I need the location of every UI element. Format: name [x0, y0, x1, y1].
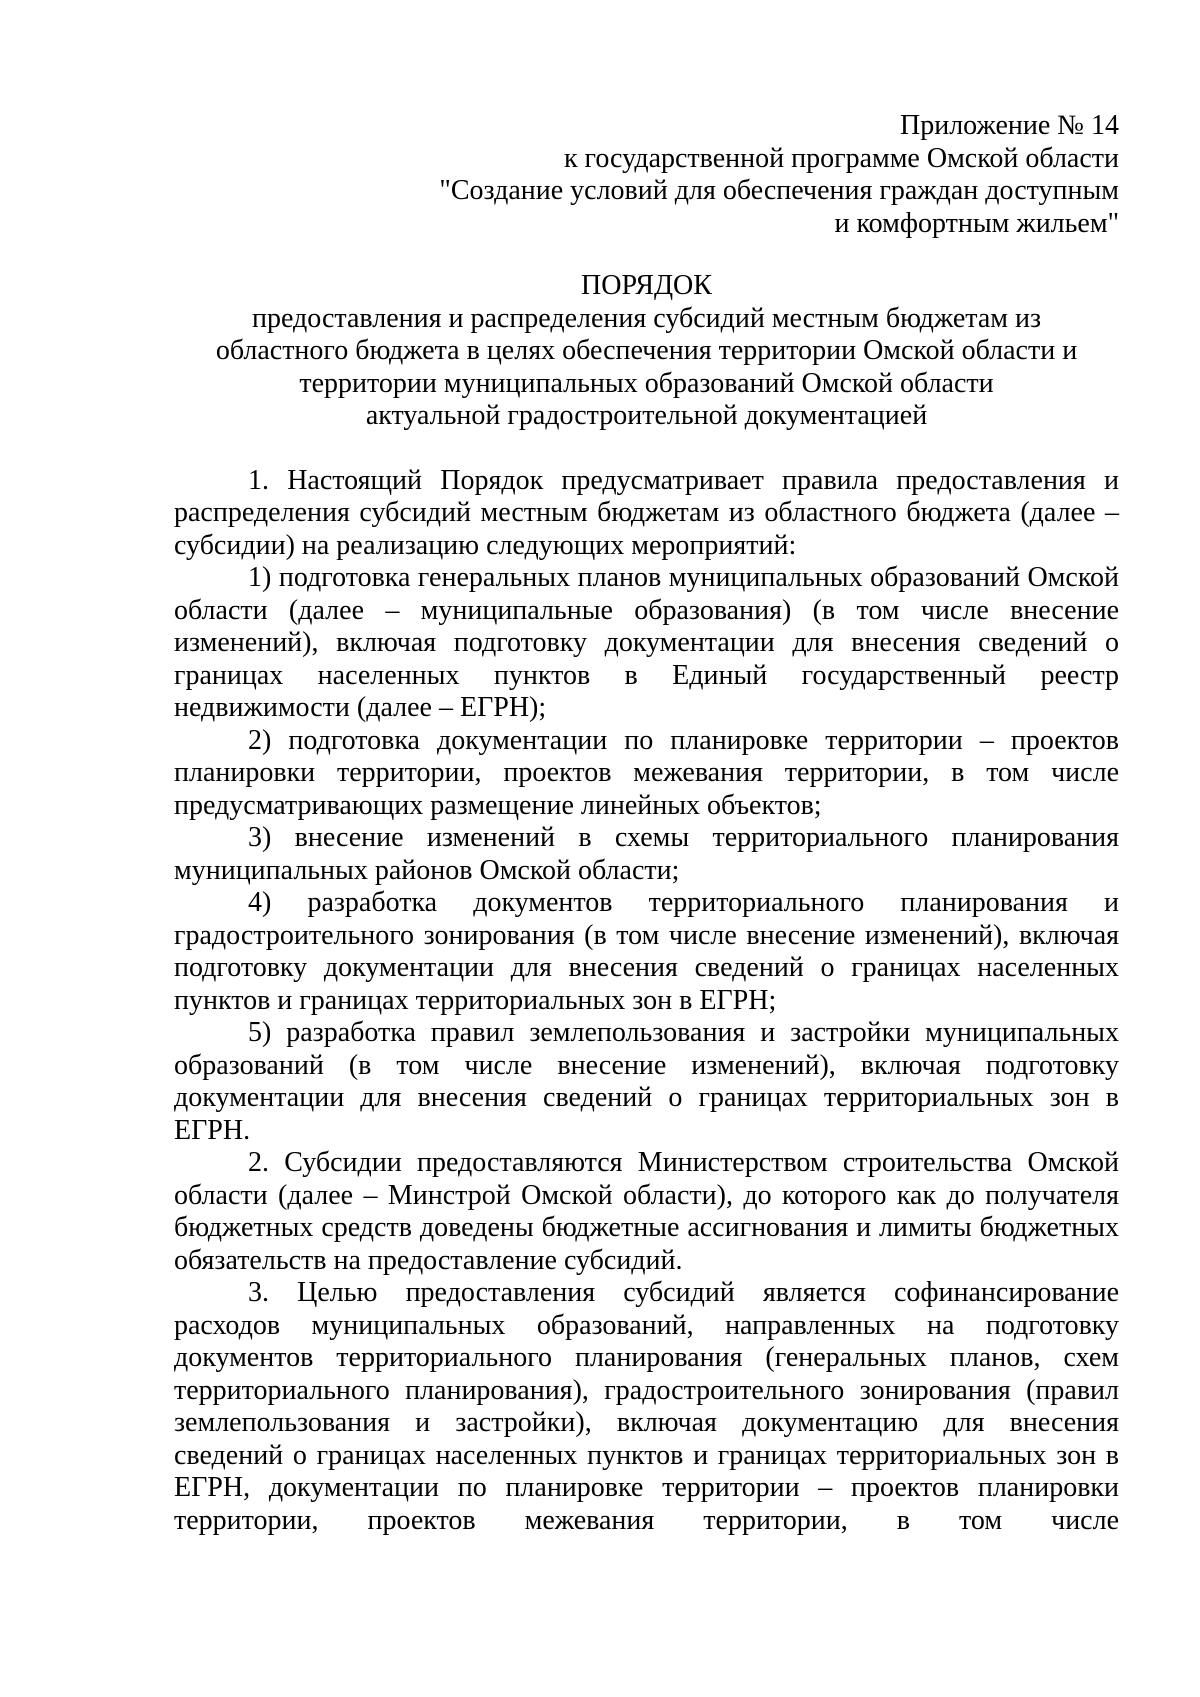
paragraph-item-5: 5) разработка правил землепользования и застройки муниципальных образований (в том числе внесение изменений), включая подготовку документации для внесения сведений о границах территориальных зон в ЕГРН.: [174, 1017, 1119, 1146]
paragraph-1: 1. Настоящий Порядок предусматривает правила предоставления и распределения субсидий местным бюджетам из областного бюджета (далее – субсидии) на реализацию следующих мероприятий:: [174, 464, 1119, 561]
paragraph-3: 3. Целью предоставления субсидий является софинансирование расходов муниципальных образований, направленных на подготовку документов территориального планирования (генеральных планов, схем территориального планирования), градостроительного зонирования (правил землепользования и застройки), включая документацию для внесения сведений о границах населенных пунктов и границах территориальных зон в ЕГРН, документации по планировке территории – проектов планировки территории, проектов межевания территории, в том числе: [174, 1277, 1119, 1536]
document-title: [174, 270, 1119, 433]
attachment-program-line: к государственной программе Омской области: [563, 142, 1119, 174]
attachment-header: [174, 110, 1119, 240]
title-line-4: актуальной градостроительной документацией: [365, 400, 928, 431]
title-line-2: областного бюджета в целях обеспечения территории Омской области и: [215, 335, 1078, 366]
document-body: [174, 465, 1119, 1538]
attachment-program-name-line2: и комфортным жильем": [834, 207, 1119, 239]
title-line-1: предоставления и распределения субсидий местным бюджетам из: [251, 302, 1042, 334]
paragraph-item-3: 3) внесение изменений в схемы территориального планирования муниципальных районов Омской области;: [174, 822, 1119, 886]
paragraph-item-2: 2) подготовка документации по планировке территории – проектов планировки территории, проектов межевания территории, в том числе предусматривающих размещение линейных объектов;: [174, 724, 1119, 821]
title-line-3: территории муниципальных образований Омской области: [299, 367, 994, 399]
attachment-program-name-line1: "Создание условий для обеспечения граждан доступным: [439, 175, 1119, 206]
title-heading: ПОРЯДОК: [581, 270, 712, 301]
document-page: [174, 110, 1119, 1537]
paragraph-item-4: 4) разработка документов территориального планирования и градостроительного зонирования (в том числе внесение изменений), включая подготовку документации для внесения сведений о границах населенных пунктов и границах территориальных зон в ЕГРН;: [174, 887, 1119, 1016]
paragraph-item-1: 1) подготовка генеральных планов муниципальных образований Омской области (далее – муниципальные образования) (в том числе внесение изменений), включая подготовку документации для внесения сведений о границах населенных пунктов в Единый государственный реестр недвижимости (далее – ЕГРН);: [174, 562, 1119, 723]
attachment-number: Приложение № 14: [900, 110, 1119, 141]
paragraph-2: 2. Субсидии предоставляются Министерством строительства Омской области (далее – Минстрой Омской области), до которого как до получателя бюджетных средств доведены бюджетные ассигнования и лимиты бюджетных обязательств на предоставление субсидий.: [174, 1147, 1119, 1276]
